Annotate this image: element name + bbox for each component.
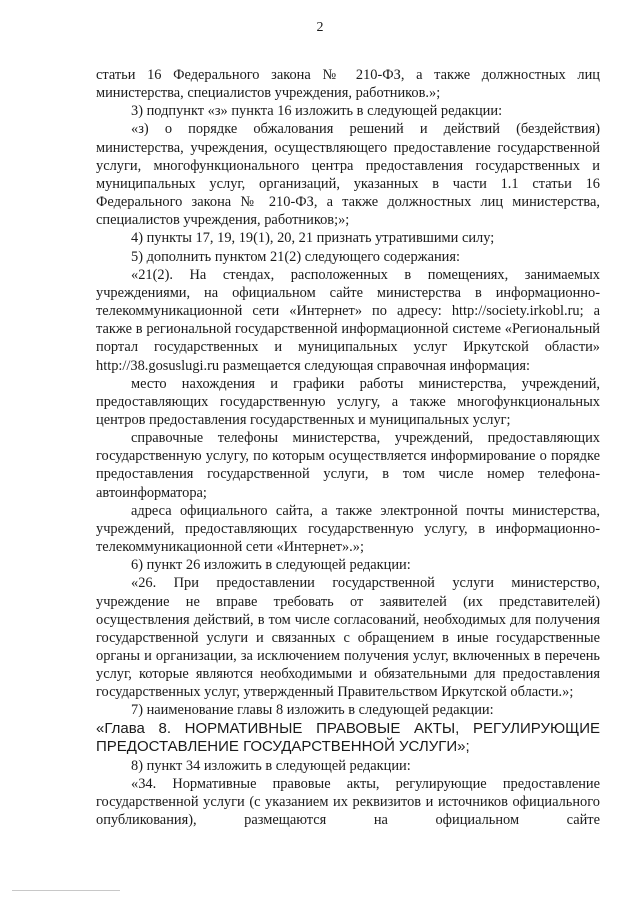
quoted-subparagraph-z: «з) о порядке обжалования решений и действий (бездействия) министерства, учреждения, осуществляющего предоставление государственной услуги, многофункционального центра предоставления государственных и муниципальных услуг, организаций, указанных в части 1.1 статьи 16 Федерального закона № 210-ФЗ, а также должностных лиц министерства, специалистов учреждения, работников;»; [96,121,600,229]
amendment-item-3: 3) подпункт «з» пункта 16 изложить в следующей редакции: [131,103,503,120]
footer-divider [12,890,120,891]
amendment-item-7: 7) наименование главы 8 изложить в следующей редакции: [131,702,494,719]
amendment-item-6: 6) пункт 26 изложить в следующей редакции: [131,557,411,574]
amendment-item-8: 8) пункт 34 изложить в следующей редакции: [131,757,411,774]
quoted-paragraph-34: «34. Нормативные правовые акты, регулирующие предоставление государственной услуги (с указанием их реквизитов и источников официального опубликования), размещаются на официальном сайте [96,775,600,829]
amendment-item-5: 5) дополнить пунктом 21(2) следующего содержания: [131,248,460,265]
page-number: 2 [316,20,324,35]
quoted-paragraph-21-2: «21(2). На стендах, расположенных в помещениях, занимаемых учреждениями, на официальном сайте министерства в информационно-телекоммуникационной сети «Интернет» по адресу: http://society.irkobl.ru; а также в региональной государственной информационной системе «Региональный портал государственных и муниципальных услуг Иркутской области» http://38.gosuslugi.ru размещается следующая справочная информация: [96,266,600,374]
chapter-8-heading: «Глава 8. НОРМАТИВНЫЕ ПРАВОВЫЕ АКТЫ, РЕГУЛИРУЮЩИЕ ПРЕДОСТАВЛЕНИЕ ГОСУДАРСТВЕННОЙ УСЛУГИ»; [96,719,600,756]
document-body [96,66,600,829]
amendment-item-4: 4) пункты 17, 19, 19(1), 20, 21 признать утратившими силу; [131,230,495,247]
paragraph-continuation: статьи 16 Федерального закона № 210-ФЗ, а также должностных лиц министерства, специалистов учреждения, работников.»; [96,67,600,102]
quoted-paragraph-26: «26. При предоставлении государственной услуги министерство, учреждение не вправе требовать от заявителей (их представителей) осуществления действий, в том числе согласований, необходимых для получения государственной услуги и связанных с обращением в иные государственные органы и организации, за исключением получения услуг, включенных в перечень услуг, которые являются необходимыми и обязательными для предоставления государственных услуг, утвержденный Правительством Иркутской области.»; [96,575,600,701]
info-addresses-paragraph: адреса официального сайта, а также электронной почты министерства, учреждений, предоставляющих государственную услугу, в информационно-телекоммуникационной сети «Интернет».»; [96,502,600,556]
info-phones-paragraph: справочные телефоны министерства, учреждений, предоставляющих государственную услугу, по которым осуществляется информирование о порядке предоставления государственной услуги, в том числе номер телефона-автоинформатора; [96,430,600,501]
info-location-paragraph: место нахождения и графики работы министерства, учреждений, предоставляющих государственную услугу, а также многофункциональных центров предоставления государственных и муниципальных услуг; [96,375,600,428]
